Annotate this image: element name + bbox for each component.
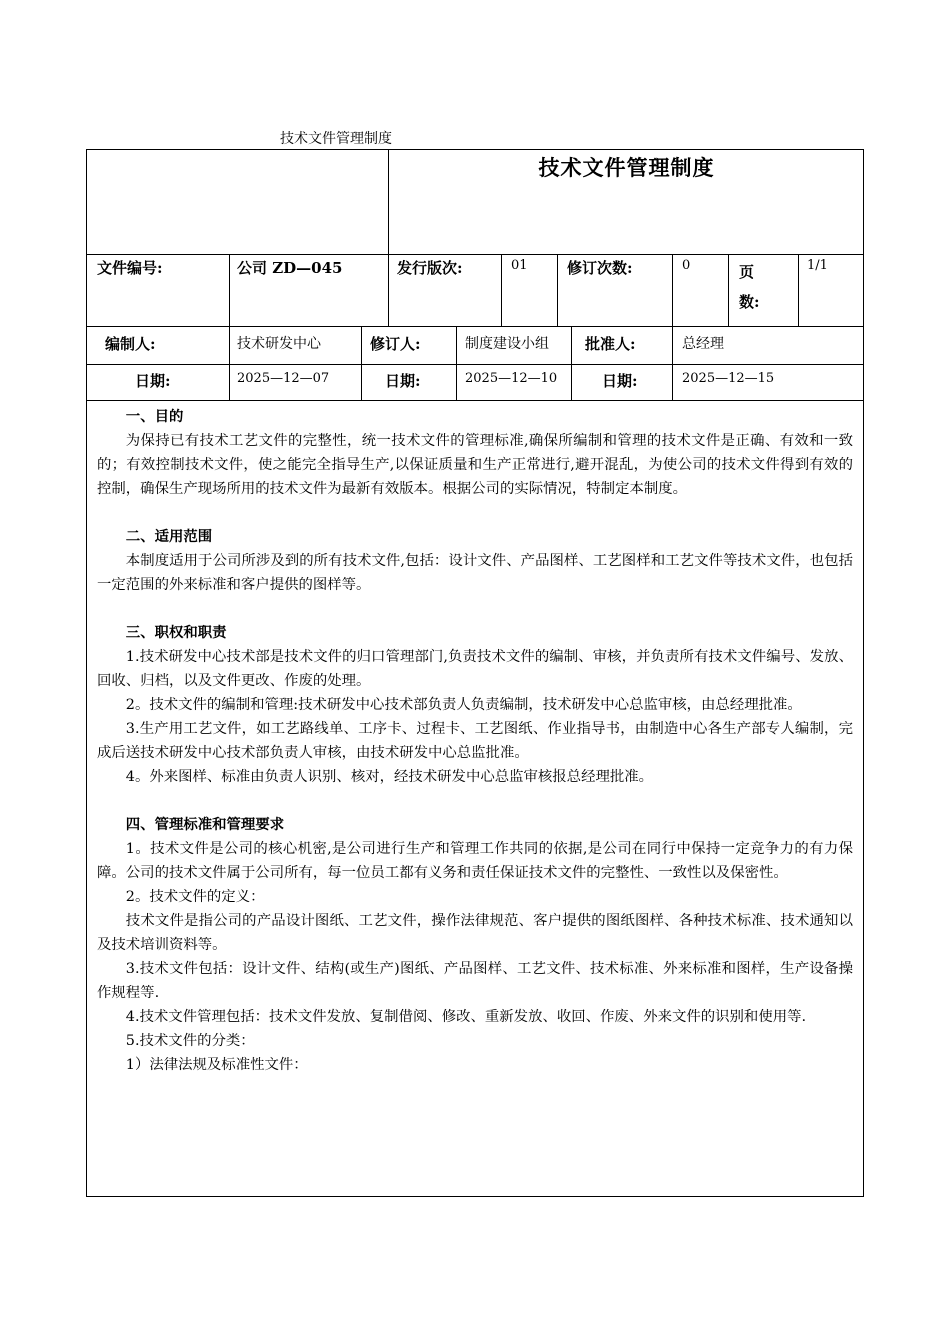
approver-label: 批准人: [585, 335, 636, 353]
divider [87, 364, 863, 365]
paragraph: 1。技术文件是公司的核心机密,是公司进行生产和管理工作共同的依据,是公司在同行中保持一定竞争力的有力保障。公司的技术文件属于公司所有，每一位员工都有义务和责任保证技术文件的完整性、一致性以及保密性。 [97, 841, 853, 881]
pages-label [739, 257, 760, 317]
divider [229, 254, 230, 400]
pages-value: 1/1 [807, 258, 828, 273]
divider [672, 254, 673, 400]
author-label: 编制人: [105, 335, 156, 353]
edition-value: 01 [511, 258, 528, 273]
reviser-label: 修订人: [370, 335, 421, 353]
pages-label-line1: 页 [739, 263, 755, 281]
paragraph: 本制度适用于公司所涉及到的所有技术文件,包括：设计文件、产品图样、工艺图样和工艺文件等技术文件，也包括一定范围的外来标准和客户提供的图样等。 [97, 553, 853, 593]
doc-no-label: 文件编号: [97, 259, 163, 277]
paragraph: 2。技术文件的定义： [125, 889, 265, 905]
divider [501, 254, 502, 326]
divider [557, 254, 558, 326]
doc-no-value: 公司 ZD—045 [237, 259, 343, 277]
title-cell [389, 150, 864, 254]
section-title: 二、适用范围 [125, 528, 213, 545]
paragraph: 1.技术研发中心技术部是技术文件的归口管理部门,负责技术文件的编制、审核，并负责所有技术文件编号、发放、回收、归档，以及文件更改、作废的处理。 [97, 649, 853, 689]
paragraph: 5.技术文件的分类： [125, 1033, 255, 1049]
divider [87, 326, 863, 327]
author-value: 技术研发中心 [237, 336, 321, 352]
paragraph: 3.生产用工艺文件，如工艺路线单、工序卡、过程卡、工艺图纸、作业指导书，由制造中心各生产部专人编制，完成后送技术研发中心技术部负责人审核，由技术研发中心总监批准。 [97, 721, 853, 761]
edition-label: 发行版次: [397, 259, 463, 277]
date-value-2: 2025—12—10 [465, 371, 558, 386]
divider [87, 254, 863, 255]
divider [728, 254, 729, 326]
paragraph: 1）法律法规及标准性文件： [125, 1057, 308, 1073]
date-label-3: 日期: [602, 372, 638, 390]
date-label-1: 日期: [135, 372, 171, 390]
divider [571, 326, 572, 400]
paragraph: 4。外来图样、标准由负责人识别、核对，经技术研发中心总监审核报总经理批准。 [125, 769, 654, 785]
divider [87, 400, 863, 401]
paragraph: 技术文件是指公司的产品设计图纸、工艺文件，操作法律规范、客户提供的图纸图样、各种技术标准、技术通知以及技术培训资料等。 [97, 913, 853, 953]
approver-value: 总经理 [682, 336, 724, 352]
document-form [86, 149, 864, 1197]
section-title: 三、职权和职责 [125, 624, 227, 641]
divider [456, 326, 457, 400]
section-title: 四、管理标准和管理要求 [125, 816, 285, 833]
reviser-value: 制度建设小组 [465, 336, 549, 352]
divider [798, 254, 799, 326]
date-value-1: 2025—12—07 [237, 371, 330, 386]
paragraph: 4.技术文件管理包括：技术文件发放、复制借阅、修改、重新发放、收回、作废、外来文件的识别和使用等. [125, 1009, 807, 1025]
paragraph: 3.技术文件包括：设计文件、结构(或生产)图纸、产品图样、工艺文件、技术标准、外来标准和图样，生产设备操作规程等. [97, 961, 853, 1001]
paragraph: 为保持已有技术工艺文件的完整性，统一技术文件的管理标准,确保所编制和管理的技术文件是正确、有效和一致的；有效控制技术文件，使之能完全指导生产,以保证质量和生产正常进行,避开混乱，为使公司的技术文件得到有效的控制，确保生产现场所用的技术文件为最新有效版本。根据公司的实际情况，特制定本制度。 [97, 433, 853, 497]
revision-label: 修订次数: [567, 259, 633, 277]
pages-label-line2: 数: [739, 293, 760, 311]
revision-value: 0 [682, 258, 691, 273]
document-body [97, 405, 853, 1077]
doc-title: 技术文件管理制度 [538, 155, 715, 180]
date-value-3: 2025—12—15 [682, 371, 775, 386]
section-title: 一、目的 [125, 408, 184, 425]
date-label-2: 日期: [385, 372, 421, 390]
divider [361, 326, 362, 400]
paragraph: 2。技术文件的编制和管理:技术研发中心技术部负责人负责编制，技术研发中心总监审核，由总经理批准。 [125, 697, 802, 713]
running-header: 技术文件管理制度 [280, 131, 392, 147]
